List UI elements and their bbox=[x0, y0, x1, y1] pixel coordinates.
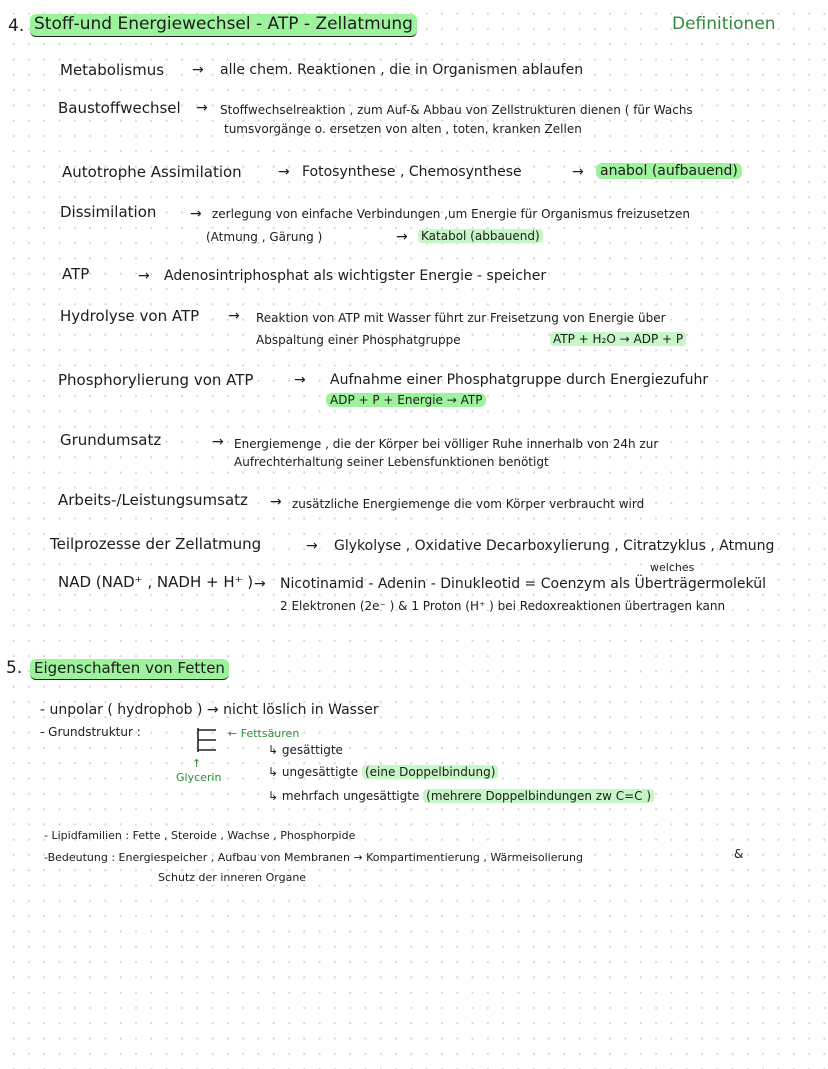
fette-bedeutung-amp: & bbox=[734, 847, 744, 861]
arrow-icon: → bbox=[212, 434, 224, 450]
term-atp: ATP bbox=[62, 265, 90, 283]
fette-bedeutung-2: Schutz der inneren Organe bbox=[158, 871, 307, 884]
term-autotrophe: Autotrophe Assimilation bbox=[62, 163, 242, 181]
arrow-icon: → bbox=[138, 268, 150, 284]
arrow-icon: → bbox=[572, 164, 584, 180]
arrow-icon: → bbox=[306, 538, 318, 554]
fette-unpolar: - unpolar ( hydrophob ) → nicht löslich in Wasser bbox=[40, 702, 379, 718]
section5-title: Eigenschaften von Fetten bbox=[30, 660, 229, 676]
term-arbeitsumsatz: Arbeits-/Leistungsumsatz bbox=[58, 491, 248, 509]
term-dissimilation: Dissimilation bbox=[60, 203, 157, 221]
phosphorylierung-formula: ADP + P + Energie → ATP bbox=[326, 392, 486, 408]
term-metabolismus: Metabolismus bbox=[60, 61, 165, 79]
term-nad: NAD (NAD⁺ , NADH + H⁺ ) bbox=[58, 573, 254, 591]
section-number: 4. bbox=[8, 16, 25, 36]
arrow-icon: → bbox=[254, 576, 266, 592]
section-title-text: Stoff-und Energiewechsel - ATP - Zellatmung bbox=[30, 14, 417, 37]
fette-lipidfamilien: - Lipidfamilien : Fette , Steroide , Wachse , Phosphorpide bbox=[44, 829, 356, 842]
arrow-icon: → bbox=[192, 62, 204, 78]
arrow-icon: → bbox=[278, 164, 290, 180]
anabol-highlight: anabol (aufbauend) bbox=[596, 163, 742, 179]
def-dissimilation-1: zerlegung von einfache Verbindungen ,um Energie für Organismus freizusetzen bbox=[212, 207, 690, 221]
section-title bbox=[30, 16, 417, 32]
term-baustoffwechsel: Baustoffwechsel bbox=[58, 99, 181, 117]
term-hydrolyse: Hydrolyse von ATP bbox=[60, 307, 200, 325]
glycerin-label: Glycerin bbox=[176, 771, 222, 784]
def-metabolismus: alle chem. Reaktionen , die in Organismen ablaufen bbox=[220, 62, 584, 78]
arrow-icon: → bbox=[228, 308, 240, 324]
def-nad-1: Nicotinamid - Adenin - Dinukleotid = Coenzym als Überträgermolekül bbox=[280, 576, 766, 592]
def-nad-2: 2 Elektronen (2e⁻ ) & 1 Proton (H⁺ ) bei Redoxreaktionen übertragen kann bbox=[280, 599, 726, 613]
arrow-icon: → bbox=[396, 229, 408, 245]
def-arbeitsumsatz: zusätzliche Energiemenge die vom Körper verbraucht wird bbox=[292, 497, 645, 511]
term-teilprozesse: Teilprozesse der Zellatmung bbox=[50, 535, 262, 553]
fette-grundstruktur: - Grundstruktur : bbox=[40, 725, 141, 739]
def-grundumsatz-1: Energiemenge , die der Körper bei völliger Ruhe innerhalb von 24h zur bbox=[234, 437, 659, 451]
section5-number: 5. bbox=[6, 658, 23, 678]
arrow-icon: → bbox=[294, 372, 306, 388]
def-baustoffwechsel-2: tumsvorgänge o. ersetzen von alten , toten, kranken Zellen bbox=[224, 122, 582, 136]
hydrolyse-formula: ATP + H₂O → ADP + P bbox=[550, 331, 686, 347]
arrow-icon: → bbox=[190, 206, 202, 222]
fettsaeuren-label: ← Fettsäuren bbox=[228, 727, 300, 740]
def-hydrolyse-1: Reaktion von ATP mit Wasser führt zur Freisetzung von Energie über bbox=[256, 311, 666, 325]
def-autotrophe: Fotosynthese , Chemosynthese bbox=[302, 164, 522, 180]
def-hydrolyse-2: Abspaltung einer Phosphatgruppe bbox=[256, 333, 461, 347]
fette-gesaettigt: ↳ gesättigte bbox=[268, 743, 343, 757]
triglyceride-structure-icon bbox=[192, 726, 222, 754]
def-atp: Adenosintriphosphat als wichtigster Energie - speicher bbox=[164, 268, 547, 284]
arrow-icon: → bbox=[270, 494, 282, 510]
def-grundumsatz-2: Aufrechterhaltung seiner Lebensfunktionen benötigt bbox=[234, 455, 549, 469]
arrow-icon: → bbox=[196, 100, 208, 116]
def-baustoffwechsel-1: Stoffwechselreaktion , zum Auf-& Abbau von Zellstrukturen dienen ( für Wachs bbox=[220, 103, 693, 117]
def-phosphorylierung-1: Aufnahme einer Phosphatgruppe durch Energiezufuhr bbox=[330, 372, 709, 388]
fette-ungesaettigt: ↳ ungesättigte (eine Doppelbindung) bbox=[268, 764, 498, 780]
fette-bedeutung-1: -Bedeutung : Energiespeicher , Aufbau von Membranen → Kompartimentierung , Wärmeisolierung bbox=[44, 851, 583, 864]
def-dissimilation-2: (Atmung , Gärung ) bbox=[206, 230, 323, 244]
def-teilprozesse: Glykolyse , Oxidative Decarboxylierung , Citratzyklus , Atmung bbox=[334, 538, 775, 554]
fette-mehrfach: ↳ mehrfach ungesättigte (mehrere Doppelbindungen zw C=C ) bbox=[268, 788, 654, 804]
glycerin-arrow-icon: ↑ bbox=[192, 757, 202, 770]
katabol-highlight: Katabol (abbauend) bbox=[418, 228, 543, 244]
term-phosphorylierung: Phosphorylierung von ATP bbox=[58, 371, 254, 389]
term-grundumsatz: Grundumsatz bbox=[60, 431, 162, 449]
definitions-tag: Definitionen bbox=[672, 14, 776, 34]
nad-welches: welches bbox=[650, 561, 695, 574]
